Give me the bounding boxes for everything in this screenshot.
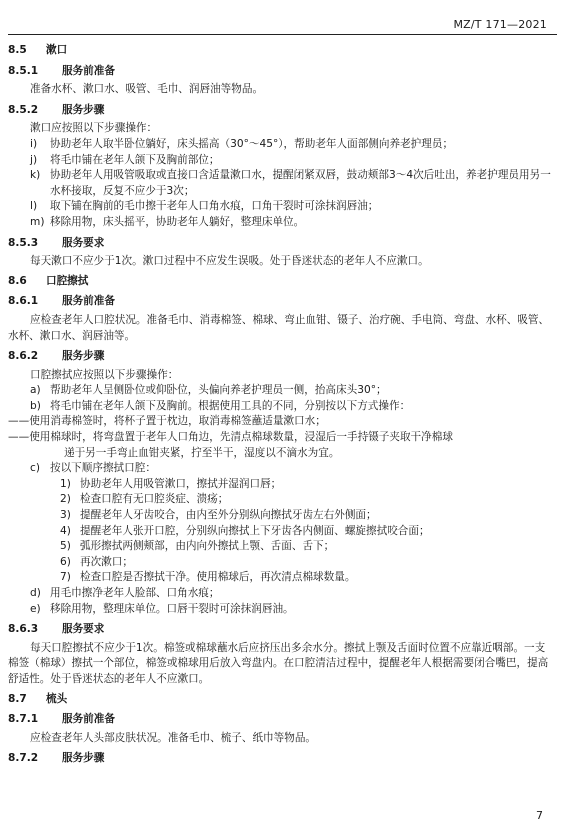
- paragraph: 每天口腔擦拭不应少于1次。棉签或棉球蘸水后应挤压出多余水分。擦拭上颚及舌面时位置不应靠近咽部。一支棉签（棉球）擦拭一个部位，棉签或棉球用后放入弯盘内。在口腔清洁过程中，提醒老年人根据需要闭合嘴巴，提高舒适性。处于昏迷状态的老年人不应漱口。: [8, 641, 549, 685]
- paragraph: 口腔擦拭应按照以下步骤操作：: [30, 368, 179, 381]
- paragraph: 应检查老年人头部皮肤状况。准备毛巾、梳子、纸巾等物品。: [30, 731, 317, 744]
- section-heading-8-5-3: 8.5.3 服务要求: [8, 236, 105, 249]
- section-heading-8-6-2: 8.6.2 服务步骤: [8, 350, 105, 363]
- header-rule: [8, 34, 557, 35]
- sub-list-item: 2) 检查口腔有无口腔炎症、溃疡；: [60, 493, 229, 506]
- list-item: j) 将毛巾铺在老年人颌下及胸前部位；: [30, 153, 220, 166]
- paragraph: 每天漱口不应少于1次。漱口过程中不应发生误吸。处于昏迷状态的老年人不应漱口。: [30, 255, 429, 268]
- sub-list-item: 4) 提醒老年人张开口腔，分别纵向擦拭上下牙齿各内侧面、螺旋擦拭咬合面；: [60, 524, 430, 537]
- paragraph: 漱口应按照以下步骤操作：: [30, 122, 158, 135]
- sub-list-item: 6) 再次漱口；: [60, 555, 133, 568]
- list-item: b) 将毛巾铺在老年人颌下及胸前。根据使用工具的不同，分别按以下方式操作：: [30, 399, 411, 412]
- list-item: c) 按以下顺序擦拭口腔：: [30, 462, 156, 475]
- paragraph: 准备水杯、漱口水、吸管、毛巾、润唇油等物品。: [30, 83, 264, 96]
- sub-list-item: 7) 检查口腔是否擦拭干净。使用棉球后，再次清点棉球数量。: [60, 571, 356, 584]
- page-number: 7: [536, 809, 543, 822]
- section-heading-8-7: 8.7 梳头: [8, 692, 68, 705]
- list-item: i) 协助老年人取半卧位躺好，床头摇高（30°～45°），帮助老年人面部侧向养老护理员；: [30, 137, 454, 150]
- section-heading-8-6-3: 8.6.3 服务要求: [8, 623, 105, 636]
- dash-item-continued: 递于另一手弯止血钳夹紧，拧至半干，湿度以不滴水为宜。: [64, 446, 340, 459]
- section-heading-8-7-2: 8.7.2 服务步骤: [8, 752, 105, 765]
- section-heading-8-6: 8.6 口腔擦拭: [8, 274, 89, 287]
- dash-item: ——使用消毒棉签时，将杯子置于枕边，取消毒棉签蘸适量漱口水；: [8, 415, 326, 428]
- section-heading-8-5-2: 8.5.2 服务步骤: [8, 103, 105, 116]
- sub-list-item: 3) 提醒老年人牙齿咬合，由内至外分别纵向擦拭牙齿左右外侧面；: [60, 509, 377, 522]
- list-item: k) 协助老年人用吸管吸取或直接口含适量漱口水，提醒闭紧双唇，鼓动颊部3～4次后吐出，养老护理员用另一水杯接取，反复不应少于3次；: [30, 169, 551, 197]
- list-item: e) 移除用物，整理床单位。口唇干裂时可涂抹润唇油。: [30, 602, 294, 615]
- list-item: m) 移除用物，床头摇平，协助老年人躺好，整理床单位。: [30, 215, 305, 228]
- document-code: MZ/T 171—2021: [453, 18, 547, 31]
- list-item: a) 帮助老年人呈侧卧位或仰卧位，头偏向养老护理员一侧，抬高床头30°；: [30, 384, 387, 397]
- page-content: [8, 39, 555, 770]
- paragraph: 应检查老年人口腔状况。准备毛巾、消毒棉签、棉球、弯止血钳、镊子、治疗碗、手电筒、弯盘、水杯、吸管、水杯、漱口水、润唇油等。: [8, 313, 550, 342]
- list-item: d) 用毛巾擦净老年人脸部、口角水痕；: [30, 587, 220, 599]
- list-item: l) 取下铺在胸前的毛巾擦干老年人口角水痕，口角干裂时可涂抹润唇油；: [30, 200, 379, 213]
- section-heading-8-7-1: 8.7.1 服务前准备: [8, 713, 115, 726]
- section-heading-8-6-1: 8.6.1 服务前准备: [8, 295, 115, 308]
- section-heading-8-5-1: 8.5.1 服务前准备: [8, 64, 115, 77]
- section-heading-8-5: 8.5 漱口: [8, 44, 68, 56]
- dash-item: ——使用棉球时，将弯盘置于老年人口角边，先清点棉球数量，浸湿后一手持镊子夹取干净棉球: [8, 431, 453, 444]
- sub-list-item: 1) 协助老年人用吸管漱口，擦拭并湿润口唇；: [60, 477, 282, 490]
- sub-list-item: 5) 弧形擦拭两侧颊部，由内向外擦拭上颚、舌面、舌下；: [60, 540, 335, 553]
